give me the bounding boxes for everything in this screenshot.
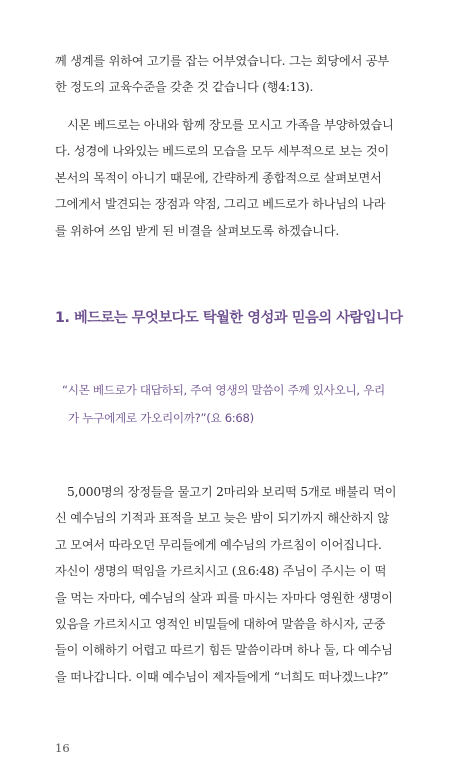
- text-line: 를 위하여 쓰임 받게 된 비결을 살펴보도록 하겠습니다.: [55, 223, 340, 238]
- text-line: 5,000명의 장정들을 물고기 2마리와 보리떡 5개로 배불리 먹이: [67, 485, 397, 499]
- text-line: 한 정도의 교육수준을 갖춘 것 같습니다 (행4:13).: [55, 80, 314, 95]
- quote-line: 가 누구에게로 가오리이까?”(요 6:68): [68, 411, 254, 425]
- text-line: 께 생계를 위하여 고기를 잡는 어부였습니다. 그는 회당에서 공부: [55, 54, 389, 68]
- text-line: 신 예수님의 기적과 표적을 보고 늦은 밤이 되기까지 해산하지 않: [55, 511, 389, 526]
- text-line: 있음을 가르치시고 영적인 비밀들에 대하여 말씀을 하시자, 군중: [55, 617, 386, 632]
- text-line: 을 떠나갑니다. 이때 예수님이 제자들에게 “너희도 떠나겠느냐?”: [55, 669, 389, 684]
- quote-line: “시몬 베드로가 대답하되, 주여 영생의 말씀이 주께 있사오니, 우리: [62, 383, 385, 397]
- section-heading: 1. 베드로는 무엇보다도 탁월한 영성과 믿음의 사람입니다: [55, 310, 403, 326]
- text-line: 다. 성경에 나와있는 베드로의 모습을 모두 세부적으로 보는 것이: [55, 144, 389, 159]
- text-line: 자신이 생명의 떡임을 가르치시고 (요6:48) 주님이 주시는 이 떡: [55, 564, 387, 579]
- text-line: 그에게서 발견되는 장점과 약점, 그리고 베드로가 하나님의 나라: [55, 197, 386, 212]
- paragraph-two: [55, 112, 427, 244]
- paragraph-intro: [55, 48, 427, 101]
- page-number: 16: [55, 741, 70, 755]
- paragraph-three: [55, 479, 427, 690]
- text-line: 시몬 베드로는 아내와 함께 장모를 모시고 가족을 부양하였습니: [67, 118, 394, 132]
- scripture-quote: [62, 376, 422, 432]
- text-line: 을 먹는 자마다, 예수님의 살과 피를 마시는 자마다 영원한 생명이: [55, 590, 393, 605]
- text-line: 본서의 목적이 아니기 때문에, 간략하게 종합적으로 살펴보면서: [55, 170, 382, 185]
- text-line: 들이 이해하기 어렵고 따르기 힘든 말씀이라며 하나 둘, 다 예수님: [55, 643, 393, 658]
- text-line: 고 모여서 따라오던 무리들에게 예수님의 가르침이 이어집니다.: [55, 537, 382, 552]
